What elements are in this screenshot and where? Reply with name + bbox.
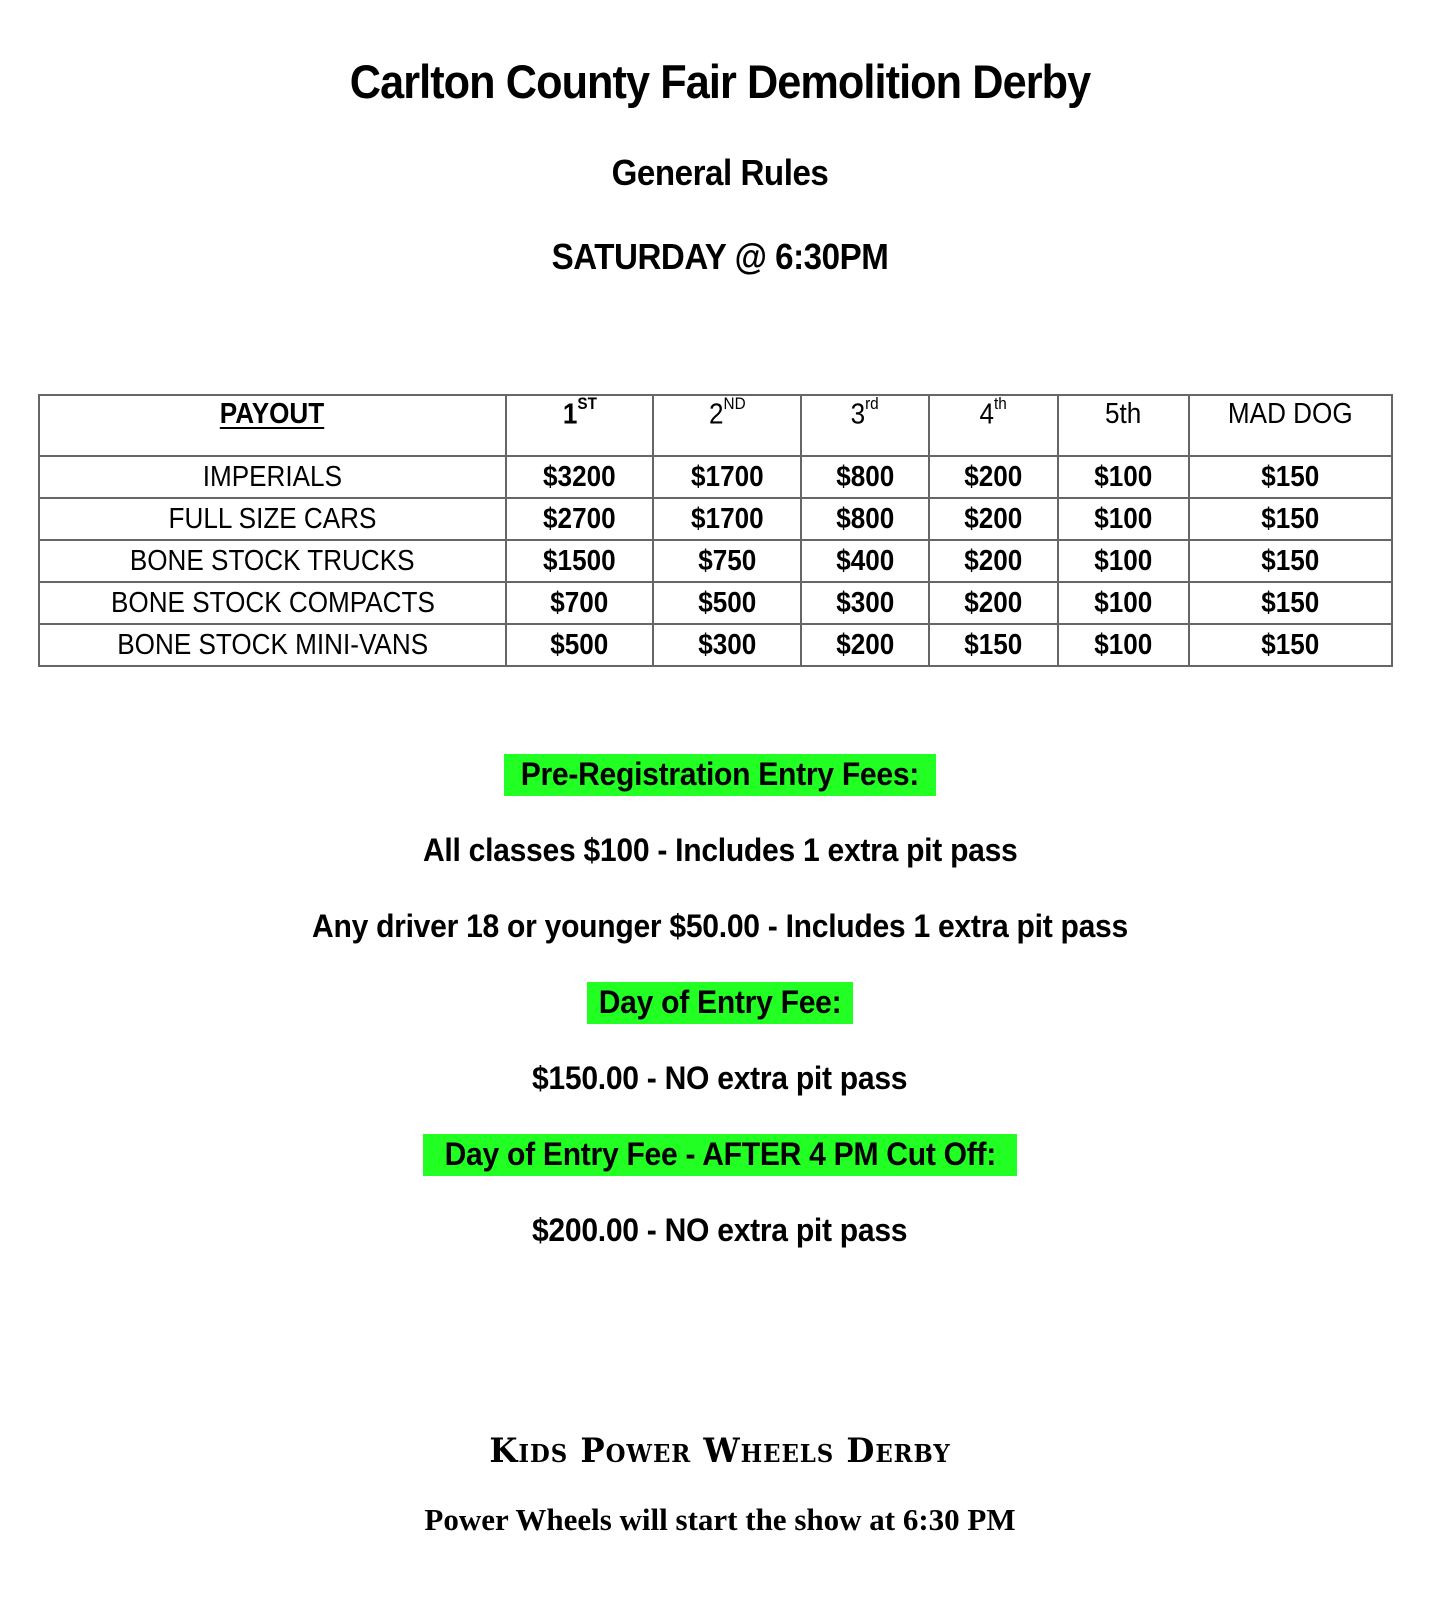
payout-3rd: $800: [801, 456, 929, 498]
column-header-1st: 1ST: [506, 395, 653, 456]
column-header-4th: 4th: [929, 395, 1058, 456]
column-header-3rd: 3rd: [801, 395, 929, 456]
payout-2nd: $500: [653, 582, 801, 624]
table-row: [39, 498, 1392, 540]
payout-2nd: $750: [653, 540, 801, 582]
payout-4th: $200: [929, 498, 1058, 540]
late-entry-heading: Day of Entry Fee - AFTER 4 PM Cut Off:: [0, 1136, 1440, 1173]
payout-5th: $100: [1058, 498, 1189, 540]
payout-mad-dog: $150: [1189, 456, 1392, 498]
class-name: BONE STOCK COMPACTS: [39, 582, 506, 624]
table-row: [39, 624, 1392, 666]
payout-table: [38, 394, 1393, 667]
column-header-payout: PAYOUT: [39, 395, 506, 456]
payout-mad-dog: $150: [1189, 540, 1392, 582]
payout-3rd: $400: [801, 540, 929, 582]
class-name: BONE STOCK MINI-VANS: [39, 624, 506, 666]
payout-2nd: $1700: [653, 498, 801, 540]
class-name: FULL SIZE CARS: [39, 498, 506, 540]
payout-4th: $200: [929, 540, 1058, 582]
pre-registration-line-adult: All classes $100 - Includes 1 extra pit pass: [422, 832, 1018, 868]
payout-3rd: $300: [801, 582, 929, 624]
payout-4th: $200: [929, 456, 1058, 498]
day-of-entry-line: $150.00 - NO extra pit pass: [532, 1060, 908, 1096]
table-row: [39, 582, 1392, 624]
kids-derby-description: Power Wheels will start the show at 6:30 PM: [424, 1502, 1016, 1537]
payout-5th: $100: [1058, 456, 1189, 498]
day-of-entry-heading: Day of Entry Fee:: [0, 984, 1440, 1021]
payout-mad-dog: $150: [1189, 498, 1392, 540]
pre-registration-line-youth: Any driver 18 or younger $50.00 - Includes 1 extra pit pass: [312, 908, 1128, 944]
class-name: BONE STOCK TRUCKS: [39, 540, 506, 582]
payout-1st: $3200: [506, 456, 653, 498]
payout-5th: $100: [1058, 540, 1189, 582]
payout-2nd: $1700: [653, 456, 801, 498]
column-header-2nd: 2ND: [653, 395, 801, 456]
payout-mad-dog: $150: [1189, 582, 1392, 624]
table-row: [39, 540, 1392, 582]
column-header-mad-dog: MAD DOG: [1189, 395, 1392, 456]
payout-3rd: $800: [801, 498, 929, 540]
payout-4th: $200: [929, 582, 1058, 624]
late-entry-line: $200.00 - NO extra pit pass: [532, 1212, 908, 1248]
payout-1st: $1500: [506, 540, 653, 582]
payout-5th: $100: [1058, 582, 1189, 624]
payout-mad-dog: $150: [1189, 624, 1392, 666]
class-name: IMPERIALS: [39, 456, 506, 498]
page-title: Carlton County Fair Demolition Derby: [349, 55, 1091, 108]
payout-1st: $2700: [506, 498, 653, 540]
payout-3rd: $200: [801, 624, 929, 666]
payout-1st: $500: [506, 624, 653, 666]
payout-2nd: $300: [653, 624, 801, 666]
table-header-row: [39, 395, 1392, 456]
kids-derby-title: Kids Power Wheels Derby: [489, 1431, 951, 1471]
payout-5th: $100: [1058, 624, 1189, 666]
page-subtitle: General Rules: [611, 152, 829, 193]
table-row: [39, 456, 1392, 498]
pre-registration-heading: Pre-Registration Entry Fees:: [0, 756, 1440, 793]
payout-4th: $150: [929, 624, 1058, 666]
payout-1st: $700: [506, 582, 653, 624]
column-header-5th: 5th: [1058, 395, 1189, 456]
event-schedule: SATURDAY @ 6:30PM: [551, 236, 889, 277]
